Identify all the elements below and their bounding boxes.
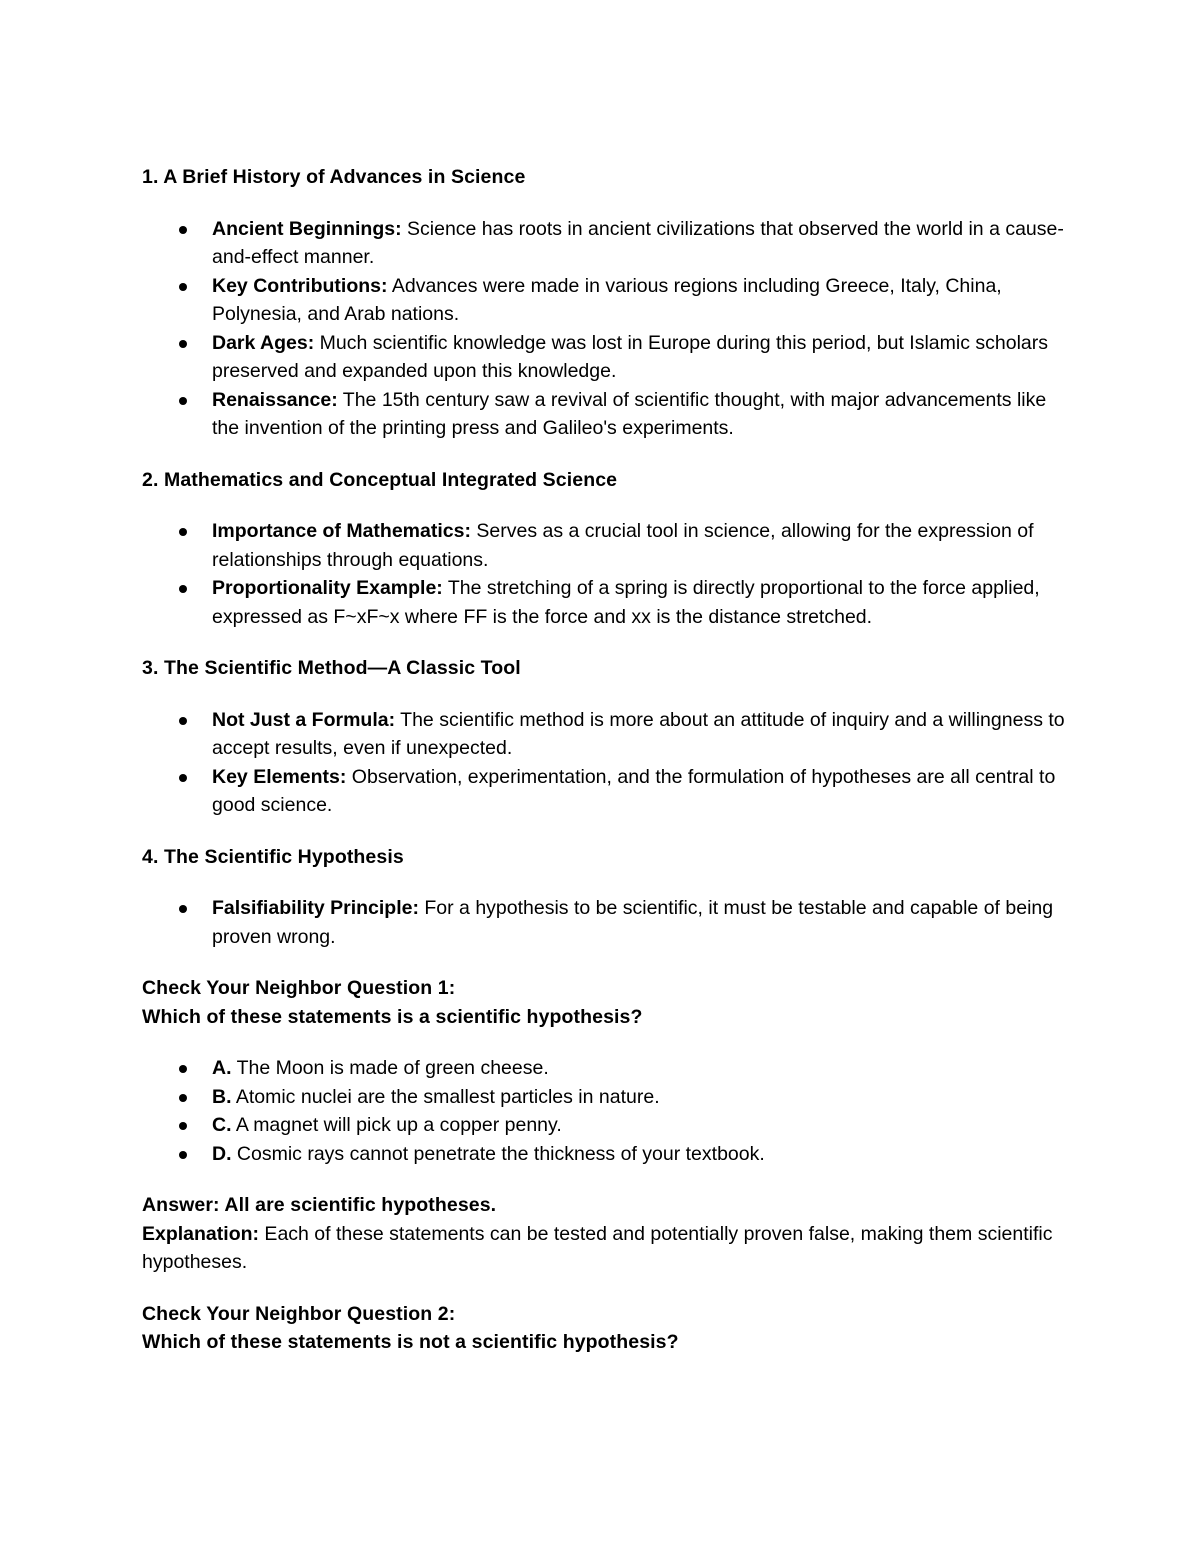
list-item (212, 894, 1072, 951)
question-title: Check Your Neighbor Question 2: (142, 1302, 456, 1325)
item-label: Importance of Mathematics: (212, 520, 471, 542)
list-item (212, 215, 1072, 272)
bullet-icon (179, 340, 187, 348)
bullet-icon (179, 774, 187, 782)
question-prompt: Which of these statements is not a scientific hypothesis? (142, 1331, 679, 1353)
option-text: The Moon is made of green cheese. (231, 1057, 549, 1079)
list-item (212, 574, 1072, 631)
option-label: A. (212, 1057, 232, 1079)
section-heading: 2. Mathematics and Conceptual Integrated Science (142, 468, 618, 491)
section-heading: 3. The Scientific Method—A Classic Tool (142, 657, 521, 679)
bullet-list (142, 215, 1080, 443)
item-text: Observation, experimentation, and the formulation of hypotheses are all central to good science. (212, 765, 1056, 816)
item-label: Key Contributions: (212, 274, 388, 297)
bullet-icon (179, 1151, 187, 1159)
option-text: Cosmic rays cannot penetrate the thickness of your textbook. (231, 1142, 765, 1165)
item-text: Much scientific knowledge was lost in Europe during this period, but Islamic scholars preserved and expanded upon this knowledge. (212, 331, 1048, 382)
list-item (212, 706, 1072, 763)
list-item (212, 763, 1072, 820)
item-text: The stretching of a spring is directly proportional to the force applied, expressed as F~xF~x where FF is the force and xx is the distance stretched. (212, 577, 1040, 628)
list-item (212, 517, 1072, 574)
bullet-icon (179, 397, 187, 405)
explanation-paragraph (142, 1220, 1080, 1277)
options-list (142, 1054, 1080, 1168)
item-text: For a hypothesis to be scientific, it must be testable and capable of being proven wrong. (212, 897, 1054, 948)
item-label: Not Just a Formula: (212, 708, 396, 731)
list-item (212, 329, 1072, 386)
item-label: Proportionality Example: (212, 577, 443, 599)
spacer (142, 1277, 1080, 1300)
bullet-icon (179, 528, 187, 536)
item-text: The scientific method is more about an attitude of inquiry and a willingness to accept results, even if unexpected. (212, 708, 1065, 759)
item-text: Serves as a crucial tool in science, allowing for the expression of relationships through equations. (212, 520, 1034, 571)
question-prompt: Which of these statements is a scientific hypothesis? (142, 1005, 643, 1028)
option-item (212, 1140, 1072, 1169)
section-heading: 1. A Brief History of Advances in Science (142, 166, 526, 188)
option-label: C. (212, 1114, 232, 1136)
explanation-text: Each of these statements can be tested and potentially proven false, making them scientific hypotheses. (142, 1222, 1053, 1273)
option-item (212, 1054, 1072, 1083)
item-text: Science has roots in ancient civilizations that observed the world in a cause-and-effect manner. (212, 217, 1064, 268)
explanation-label: Explanation: (142, 1222, 260, 1245)
option-text: Atomic nuclei are the smallest particles in nature. (231, 1085, 660, 1108)
bullet-list (142, 894, 1080, 951)
answer-text: Answer: All are scientific hypotheses. (142, 1194, 497, 1216)
bullet-icon (179, 283, 187, 291)
question-title: Check Your Neighbor Question 1: (142, 977, 456, 999)
option-item (212, 1083, 1072, 1112)
option-label: B. (212, 1085, 232, 1108)
bullet-icon (179, 1122, 187, 1130)
section-heading: 4. The Scientific Hypothesis (142, 845, 404, 868)
item-label: Ancient Beginnings: (212, 217, 402, 240)
bullet-icon (179, 1065, 187, 1073)
item-text: Advances were made in various regions including Greece, Italy, China, Polynesia, and Arab nations. (212, 274, 1002, 325)
bullet-icon (179, 1094, 187, 1102)
bullet-icon (179, 905, 187, 913)
bullet-icon (179, 717, 187, 725)
item-label: Falsifiability Principle: (212, 897, 419, 919)
bullet-list (142, 517, 1080, 631)
option-text: A magnet will pick up a copper penny. (231, 1114, 562, 1136)
bullet-icon (179, 226, 187, 234)
item-label: Key Elements: (212, 765, 347, 788)
list-item (212, 386, 1072, 443)
option-label: D. (212, 1142, 232, 1165)
option-item (212, 1111, 1072, 1140)
item-label: Renaissance: (212, 388, 338, 411)
bullet-icon (179, 585, 187, 593)
bullet-list (142, 706, 1080, 820)
list-item (212, 272, 1072, 329)
item-text: The 15th century saw a revival of scientific thought, with major advancements like the invention of the printing press and Galileo's experiments. (212, 388, 1047, 439)
item-label: Dark Ages: (212, 331, 315, 354)
